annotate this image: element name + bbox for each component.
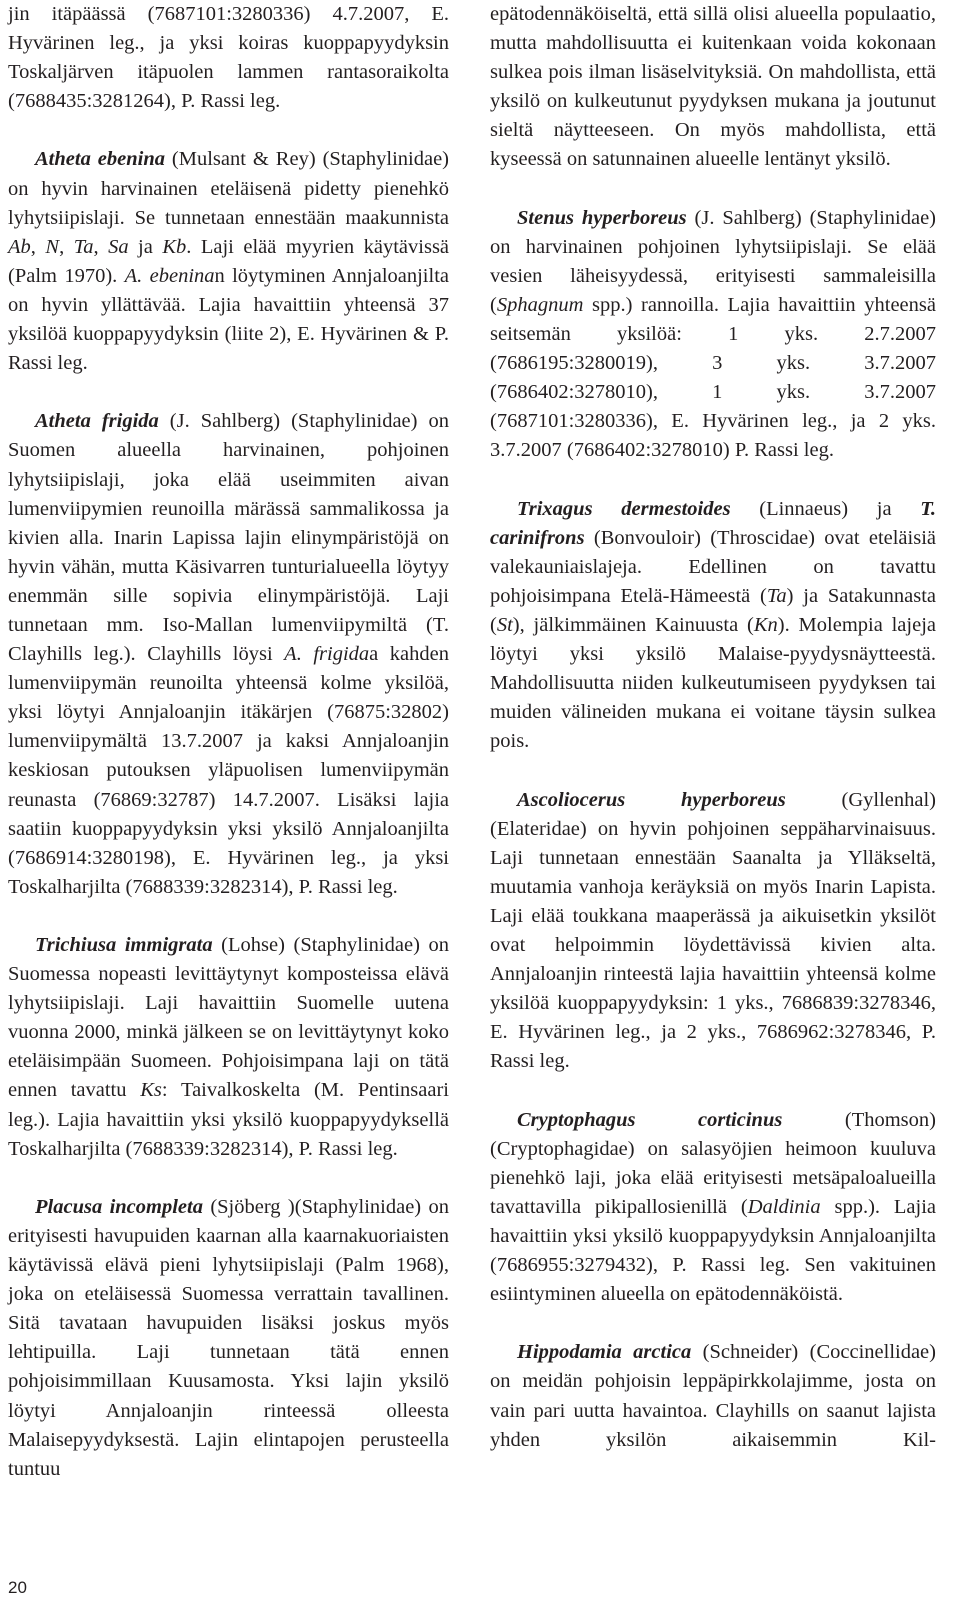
species-name: Ascoliocerus hyperboreus [517, 788, 786, 811]
left-column [8, 0, 449, 1513]
province-abbr: Ks [140, 1079, 162, 1102]
entry-text: ) ja Satakunnasta ( [490, 584, 936, 636]
species-name: Atheta ebenina [35, 148, 165, 171]
province-abbr: Ab [8, 235, 31, 258]
separator: , [93, 235, 109, 258]
province-abbr: Ta [73, 235, 94, 258]
species-entry-stenus-hyperboreus [490, 204, 936, 466]
species-entry-ascoliocerus-hyperboreus [490, 786, 936, 1077]
entry-text: (Schneider) (Coccinellidae) on meidän pohjoisin leppäpirkkolajimme, josta on vain pari uutta havaintoa. Clayhills on saanut lajista yhden yksilön aikaisemmin Kil- [490, 1341, 936, 1451]
province-abbr: Kn [753, 613, 778, 636]
province-abbr: St [496, 613, 513, 636]
species-name: T. carinifrons [490, 497, 936, 549]
entry-text: (J. Sahlberg) (Staphylinidae) on harvinainen pohjoinen lyhytsiipislaji. Se elää vesien läheisyydessä, erityisesti sammaleisilla ( [490, 206, 936, 316]
right-column [490, 0, 936, 1484]
entry-text: a kahden lumenviipymän reunoilta yhteensä kolme yksilöä, yksi löytyi Annjaloanjin itäkärjen (76875:32802) lumenviipymältä 13.7.2007 ja kaksi Annjaloanjin keskiosan putouksen yläpuolisen lumenviipymän reunasta (76869:32787) 14.7.2007. Lisäksi lajia saatiin kuoppapyydyksin yksi yksilö Annjaloanjilta (7686914:3280198), E. Hyvärinen leg., ja yksi Toskalharjilta (7688339:3282314), P. Rassi leg. [8, 643, 449, 898]
species-name: Cryptophagus corticinus [517, 1108, 783, 1131]
entry-text: (Sjöberg )(Staphylinidae) on erityisesti havupuiden kaarnan alla kaarnakuoriaisten käytävissä elävä pieni lyhytsiipislaji (Palm 1968), joka on eteläisessä Suomessa verrattain tavallinen. Sitä tavataan havupuiden lisäksi joskus myös lehtipuilla. Laji tunnetaan tätä ennen pohjoisimmillaan Kuusamosta. Yksi lajin yksilö löytyi Annjaloanjin rinteessä olleesta Malaisepyydyksestä. Lajin elintapojen perusteella tuntuu [8, 1195, 449, 1480]
species-name: Stenus hyperboreus [517, 206, 687, 229]
species-entry-trichiusa-immigrata [8, 931, 449, 1164]
entry-text: n löytyminen Annjaloanjilta on hyvin yllättävää. Lajia havaittiin yhteensä 37 yksilöä kuoppapyydyksin (liite 2), E. Hyvärinen & P. Rassi leg. [8, 264, 449, 375]
separator: ja [128, 235, 163, 258]
separator: , [30, 235, 46, 258]
entry-text: . Laji elää myyrien käytävissä (Palm 1970). [8, 235, 450, 287]
species-name: Hippodamia arctica [517, 1341, 692, 1364]
species-entry-atheta-ebenina [8, 145, 449, 378]
species-abbr: A. frigida [284, 643, 370, 666]
entry-text: (Lohse) (Staphylinidae) on Suomessa nopeasti levittäytynyt komposteissa elävä lyhytsiipislaji. Laji havaittiin Suomelle uutena vuonna 2000, minkä jälkeen se on levittäytynyt koko eteläisimpään Suomeen. Pohjoisimpana laji on tätä ennen tavattu [8, 934, 449, 1102]
genus-name: Daldinia [747, 1195, 821, 1218]
species-entry-cryptophagus-corticinus [490, 1106, 936, 1310]
species-name: Placusa incompleta [35, 1195, 203, 1218]
entry-text: ), jälkimmäinen Kainuusta ( [512, 613, 754, 636]
entry-text: (Thomson) (Cryptophagidae) on salasyöjien heimoon kuuluva pienehkö laji, joka elää erityisesti metsäpaloalueilla tavattavilla pikipallosienillä ( [490, 1108, 936, 1218]
species-entry-hippodamia-arctica [490, 1338, 936, 1454]
species-entry-trixagus [490, 495, 936, 757]
entry-text: : Taivalkoskelta (M. Pentinsaari leg.). Lajia havaittiin yksi yksilö kuoppapyydyksellä Toskalharjilta (7688339:3282314), P. Rassi leg. [8, 1079, 450, 1160]
genus-name: Sphagnum [496, 293, 584, 316]
page-number: 20 [8, 1578, 27, 1597]
continued-paragraph: jin itäpäässä (7687101:3280336) 4.7.2007, E. Hyvärinen leg., ja yksi koiras kuoppapyydyksin Toskaljärven itäpuolen lammen rantasoraikolta (7688435:3281264), P. Rassi leg. [8, 3, 449, 113]
species-name: Trixagus dermestoides [517, 497, 731, 520]
province-abbr: N [45, 235, 60, 258]
entry-text: (Bonvouloir) (Throscidae) ovat eteläisiä valekauniaislajeja. Edellinen on tavattu pohjoisimpana Etelä-Hämeestä ( [490, 526, 936, 607]
province-abbr: Sa [108, 235, 129, 258]
species-abbr: A. ebenina [124, 264, 215, 287]
entry-text: spp.) rannoilla. Lajia havaittiin yhteensä seitsemän yksilöä: 1 yks. 2.7.2007 (7686195:3280019), 3 yks. 3.7.2007 (7686402:3278010), 1 yks. 3.7.2007 (7687101:3280336), E. Hyvärinen leg., ja 2 yks. 3.7.2007 (7686402:3278010) P. Rassi leg. [490, 293, 936, 462]
entry-text: ). Molempia lajeja löytyi yksi yksilö Malaise-pyydysnäytteestä. Mahdollisuutta niiden kulkeutumiseen pyydyksen tai muiden välineiden mukana ei voitane täysin sulkea pois. [490, 613, 936, 753]
continued-paragraph: epätodennäköiseltä, että sillä olisi alueella populaatio, mutta mahdollisuutta ei kuitenkaan voida kokonaan sulkea pois ilman lisäselvityksiä. On mahdollista, että yksilö on kulkeutunut pyydyksen mukana ja joutunut sieltä näytteeseen. On myös mahdollista, että kyseessä on satunnainen alueelle lentänyt yksilö. [490, 3, 936, 171]
species-name: Atheta frigida [35, 410, 159, 433]
entry-text: spp.). Lajia havaittiin yksi yksilö kuoppapyydyksin Annjaloanjilta (7686955:3279432), P. Rassi leg. Sen vakituinen esiintyminen alueella on epätodennäköistä. [490, 1195, 936, 1306]
entry-text: (Linnaeus) ja [730, 497, 921, 520]
entry-text: (J. Sahlberg) (Staphylinidae) on Suomen alueella harvinainen, pohjoinen lyhytsiipislaji, joka elää useimmiten aivan lumenviipymien reunoilla märässä sammalikossa ja kivien alla. Inarin Lapissa lajin elinympäristöjä on hyvin vähän, mutta Käsivarren tunturialueella löytyy enemmän sille sopivia elinympäristöjä. Laji tunnetaan mm. Iso-Mallan lumenviipymiltä (T. Clayhills leg.). Clayhills löysi [8, 410, 449, 666]
species-entry-atheta-frigida [8, 407, 449, 902]
entry-text: (Mulsant & Rey) (Staphylinidae) on hyvin harvinainen eteläisenä pidetty pienehkö lyhytsiipislaji. Se tunnetaan ennestään maakunnista [8, 148, 449, 229]
province-abbr: Ta [766, 584, 787, 607]
entry-text: (Gyllenhal) (Elateridae) on hyvin pohjoinen seppäharvinaisuus. Laji tunnetaan ennestään Saanalta ja Ylläkseltä, muutamia vanhoja keräyksiä on myös Inarin Lapista. Laji elää toukkana maaperässä ja aikuisetkin yksilöt ovat helpoimmin löydettävissä kivien alta. Annjaloanjin rinteestä lajia havaittiin yhteensä kolme yksilöä kuoppapyydyksin: 1 yks., 7686839:3278346, E. Hyvärinen leg., ja 2 yks., 7686962:3278346, P. Rassi leg. [490, 788, 936, 1073]
province-abbr: Kb [162, 235, 187, 258]
species-name: Trichiusa immigrata [35, 934, 213, 956]
species-entry-placusa-incompleta [8, 1193, 449, 1484]
separator: , [59, 235, 74, 258]
